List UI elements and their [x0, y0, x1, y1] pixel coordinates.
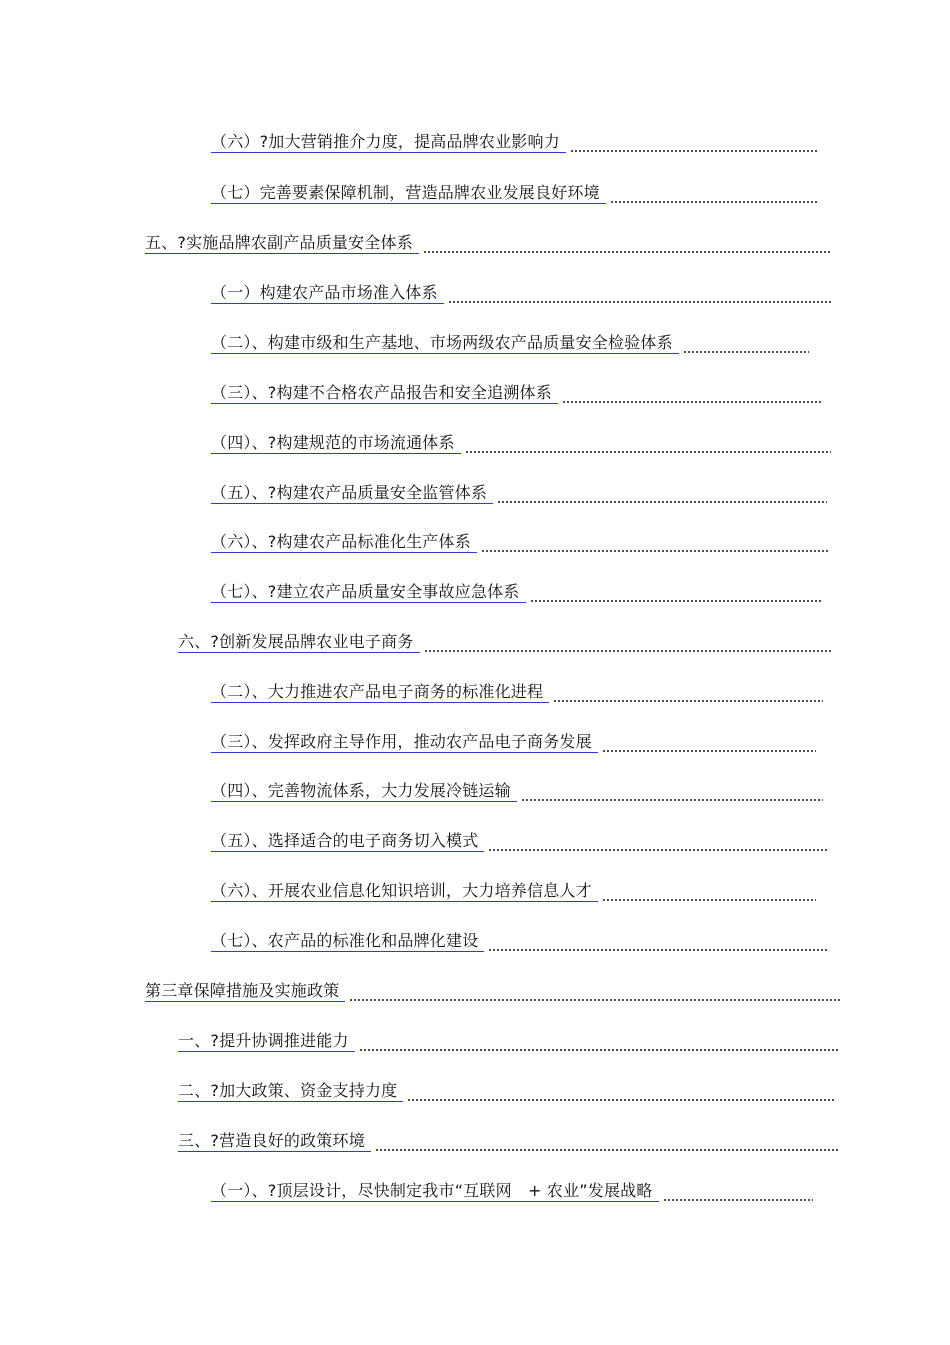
dot-leader — [497, 484, 827, 504]
toc-link[interactable]: 一、?提升协调推进能力 — [178, 1031, 355, 1052]
toc-link[interactable]: （四）、?构建规范的市场流通体系 — [211, 433, 461, 454]
dot-leader — [488, 932, 827, 952]
toc-link[interactable]: （四）、完善物流体系，大力发展冷链运输 — [211, 781, 517, 802]
dot-leader — [407, 1082, 834, 1102]
toc-entry — [211, 681, 823, 703]
toc-entry — [211, 182, 817, 204]
toc-entry — [211, 282, 832, 304]
toc-entry — [211, 731, 816, 753]
toc-link[interactable]: （六）、?构建农产品标准化生产体系 — [211, 532, 477, 553]
dot-leader — [602, 733, 816, 753]
toc-link[interactable]: （五）、?构建农产品质量安全监管体系 — [211, 483, 493, 504]
toc-entry — [211, 482, 827, 504]
toc-link[interactable]: 二、?加大政策、资金支持力度 — [178, 1081, 403, 1102]
dot-leader — [424, 633, 833, 653]
dot-leader — [488, 832, 827, 852]
toc-entry — [211, 432, 831, 454]
toc-entry — [178, 1130, 838, 1152]
dot-leader — [610, 184, 817, 204]
toc-link[interactable]: （一）、?顶层设计，尽快制定我市“互联网 + 农业”发展战略 — [211, 1181, 659, 1202]
toc-link[interactable]: （六）、开展农业信息化知识培训，大力培养信息人才 — [211, 881, 598, 902]
dot-leader — [602, 882, 816, 902]
dot-leader — [521, 782, 823, 802]
toc-entry — [145, 980, 840, 1002]
toc-entry — [178, 631, 832, 653]
toc-entry — [211, 581, 823, 603]
dot-leader — [423, 234, 832, 254]
toc-entry — [178, 1030, 840, 1052]
toc-entry — [211, 880, 816, 902]
toc-link[interactable]: （一）构建农产品市场准入体系 — [211, 283, 444, 304]
toc-entry — [211, 332, 809, 354]
dot-leader — [465, 434, 831, 454]
toc-entry — [211, 930, 827, 952]
toc-link[interactable]: （七）完善要素保障机制，营造品牌农业发展良好环境 — [211, 183, 606, 204]
dot-leader — [375, 1132, 838, 1152]
dot-leader — [663, 1182, 813, 1202]
dot-leader — [562, 384, 822, 404]
toc-entry — [211, 382, 822, 404]
toc-link[interactable]: 五、?实施品牌农副产品质量安全体系 — [145, 233, 419, 254]
toc-link[interactable]: （六）?加大营销推介力度，提高品牌农业影响力 — [211, 132, 566, 153]
toc-entry — [211, 1180, 813, 1202]
toc-link[interactable]: （五）、选择适合的电子商务切入模式 — [211, 831, 484, 852]
toc-link[interactable]: （二）、大力推进农产品电子商务的标准化进程 — [211, 682, 549, 703]
dot-leader — [553, 683, 823, 703]
toc-link[interactable]: （三）、发挥政府主导作用，推动农产品电子商务发展 — [211, 732, 598, 753]
toc-entry — [211, 830, 827, 852]
dot-leader — [349, 982, 840, 1002]
toc-entry — [178, 1080, 834, 1102]
toc-link[interactable]: 第三章保障措施及实施政策 — [145, 981, 345, 1002]
toc-entry — [145, 232, 832, 254]
toc-entry — [211, 531, 829, 553]
toc-entry — [211, 131, 819, 153]
toc-link[interactable]: （三）、?构建不合格农产品报告和安全追溯体系 — [211, 383, 558, 404]
toc-link[interactable]: （二）、构建市级和生产基地、市场两级农产品质量安全检验体系 — [211, 333, 679, 354]
toc-entry — [211, 780, 823, 802]
toc-link[interactable]: （七）、?建立农产品质量安全事故应急体系 — [211, 582, 526, 603]
dot-leader — [530, 583, 824, 603]
toc-link[interactable]: 六、?创新发展品牌农业电子商务 — [178, 632, 420, 653]
dot-leader — [570, 133, 819, 153]
dot-leader — [481, 533, 829, 553]
toc-link[interactable]: 三、?营造良好的政策环境 — [178, 1131, 371, 1152]
dot-leader — [448, 284, 832, 304]
dot-leader — [683, 334, 809, 354]
toc-link[interactable]: （七）、农产品的标准化和品牌化建设 — [211, 931, 484, 952]
dot-leader — [359, 1032, 840, 1052]
